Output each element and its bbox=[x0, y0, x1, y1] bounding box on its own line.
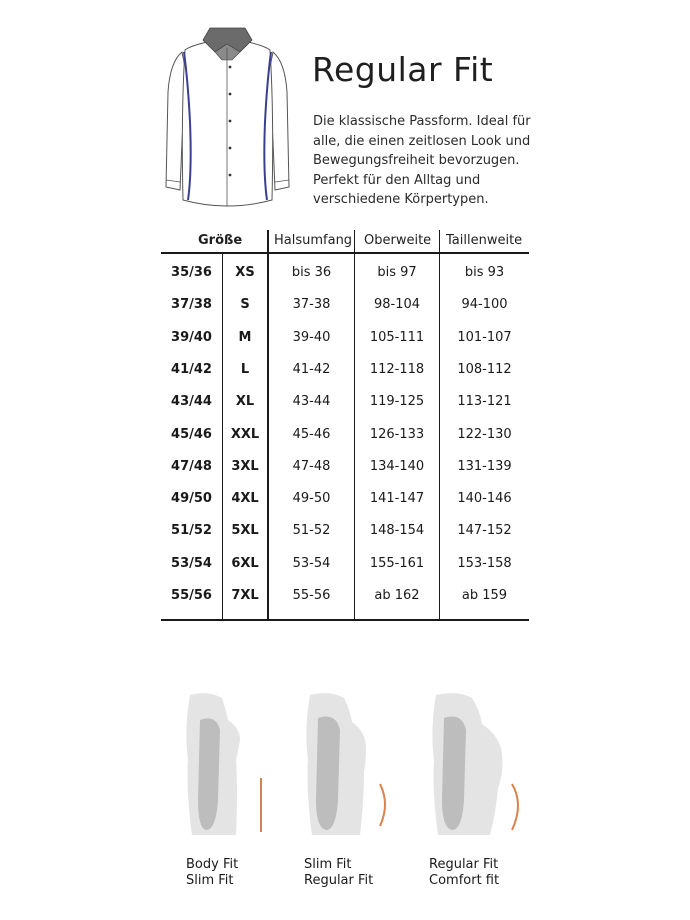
letter-size-cell: XL bbox=[235, 394, 255, 410]
chest-cell: 119-125 bbox=[369, 394, 425, 410]
table-bottom-border bbox=[161, 619, 529, 621]
waist-cell: ab 159 bbox=[461, 588, 508, 603]
neck-cell: 55-56 bbox=[292, 588, 331, 603]
fit-caption-line: Regular Fit bbox=[429, 857, 499, 872]
header-neck: Halsumfang bbox=[274, 233, 353, 248]
letter-size-cell: L bbox=[240, 361, 250, 377]
fit-marker-icon bbox=[380, 784, 385, 826]
collar-size-cell: 35/36 bbox=[171, 265, 212, 280]
neck-cell: 49-50 bbox=[292, 491, 331, 507]
fit-caption-line: Slim Fit bbox=[304, 857, 352, 872]
page-title: Regular Fit bbox=[312, 50, 494, 89]
chest-cell: bis 97 bbox=[377, 265, 417, 280]
collar-size-cell: 47/48 bbox=[171, 458, 212, 474]
letter-size-cell: 4XL bbox=[231, 491, 259, 507]
neck-cell: 39-40 bbox=[292, 329, 331, 345]
letter-size-cell: XS bbox=[235, 265, 255, 280]
letter-size-cell: M bbox=[238, 329, 252, 345]
fit-comparison-figures bbox=[170, 680, 540, 840]
letter-size-cell: 6XL bbox=[231, 555, 259, 571]
letter-size-cell: 3XL bbox=[231, 458, 259, 474]
waist-cell: 122-130 bbox=[457, 426, 512, 442]
collar-size-cell: 41/42 bbox=[171, 361, 212, 377]
description-line: Die klassische Passform. Ideal für bbox=[313, 114, 531, 129]
shirt-illustration-icon bbox=[160, 22, 295, 212]
chest-cell: 155-161 bbox=[369, 555, 425, 571]
waist-cell: 153-158 bbox=[457, 555, 512, 571]
fit-description bbox=[313, 112, 533, 210]
fit-caption-regular bbox=[429, 857, 499, 889]
header-chest: Oberweite bbox=[364, 233, 432, 248]
chest-cell: 134-140 bbox=[369, 458, 425, 474]
collar-size-cell: 39/40 bbox=[171, 329, 212, 345]
waist-cell: 140-146 bbox=[457, 491, 512, 507]
neck-cell: 51-52 bbox=[292, 523, 331, 539]
collar-size-cell: 45/46 bbox=[171, 426, 212, 442]
waist-cell: bis 93 bbox=[464, 265, 505, 280]
waist-cell: 94-100 bbox=[461, 297, 508, 313]
fit-marker-icon bbox=[512, 784, 518, 830]
letter-size-cell: 5XL bbox=[231, 523, 259, 539]
description-line: Perfekt für den Alltag und bbox=[313, 172, 481, 188]
fit-caption-line: Body Fit bbox=[186, 857, 239, 872]
collar-size-cell: 43/44 bbox=[171, 394, 212, 410]
fit-caption-line: Comfort fit bbox=[429, 873, 500, 888]
slim-fit-silhouette-icon bbox=[306, 693, 385, 835]
collar-size-cell: 55/56 bbox=[171, 588, 212, 603]
neck-cell: 45-46 bbox=[292, 426, 331, 442]
description-line: Bewegungsfreiheit bevorzugen. bbox=[313, 153, 520, 168]
description-line: verschiedene Körpertypen. bbox=[313, 192, 489, 207]
chest-cell: 105-111 bbox=[369, 329, 425, 345]
fit-caption-slim bbox=[304, 857, 373, 889]
fit-caption-body bbox=[186, 857, 238, 889]
neck-cell: 37-38 bbox=[292, 297, 331, 313]
letter-size-cell: XXL bbox=[230, 426, 260, 442]
waist-cell: 131-139 bbox=[457, 458, 512, 474]
waist-cell: 113-121 bbox=[457, 394, 512, 410]
collar-size-cell: 51/52 bbox=[171, 523, 212, 539]
neck-cell: bis 36 bbox=[291, 265, 332, 280]
chest-cell: 98-104 bbox=[373, 297, 421, 313]
chest-cell: 141-147 bbox=[369, 491, 425, 507]
chest-cell: ab 162 bbox=[374, 588, 420, 603]
collar-size-cell: 49/50 bbox=[171, 491, 212, 507]
header-size: Größe bbox=[198, 233, 243, 248]
neck-cell: 41-42 bbox=[292, 361, 331, 377]
letter-size-cell: 7XL bbox=[231, 588, 259, 603]
description-line: alle, die einen zeitlosen Look und bbox=[313, 133, 531, 149]
collar-size-cell: 37/38 bbox=[171, 297, 212, 313]
chest-cell: 126-133 bbox=[369, 426, 425, 442]
chest-cell: 112-118 bbox=[369, 361, 425, 377]
header-divider bbox=[161, 252, 529, 254]
chest-cell: 148-154 bbox=[369, 523, 425, 539]
letter-size-cell: S bbox=[240, 297, 250, 313]
neck-cell: 53-54 bbox=[292, 555, 331, 571]
neck-cell: 47-48 bbox=[292, 458, 331, 474]
neck-cell: 43-44 bbox=[292, 394, 331, 410]
waist-cell: 108-112 bbox=[457, 361, 512, 377]
collar-size-cell: 53/54 bbox=[171, 555, 212, 571]
regular-fit-silhouette-icon bbox=[432, 693, 518, 835]
fit-caption-line: Slim Fit bbox=[186, 873, 234, 888]
fit-caption-line: Regular Fit bbox=[304, 873, 374, 888]
body-fit-silhouette-icon bbox=[186, 693, 261, 835]
waist-cell: 101-107 bbox=[457, 329, 512, 345]
waist-cell: 147-152 bbox=[457, 523, 512, 539]
header-waist: Taillenweite bbox=[446, 233, 523, 248]
